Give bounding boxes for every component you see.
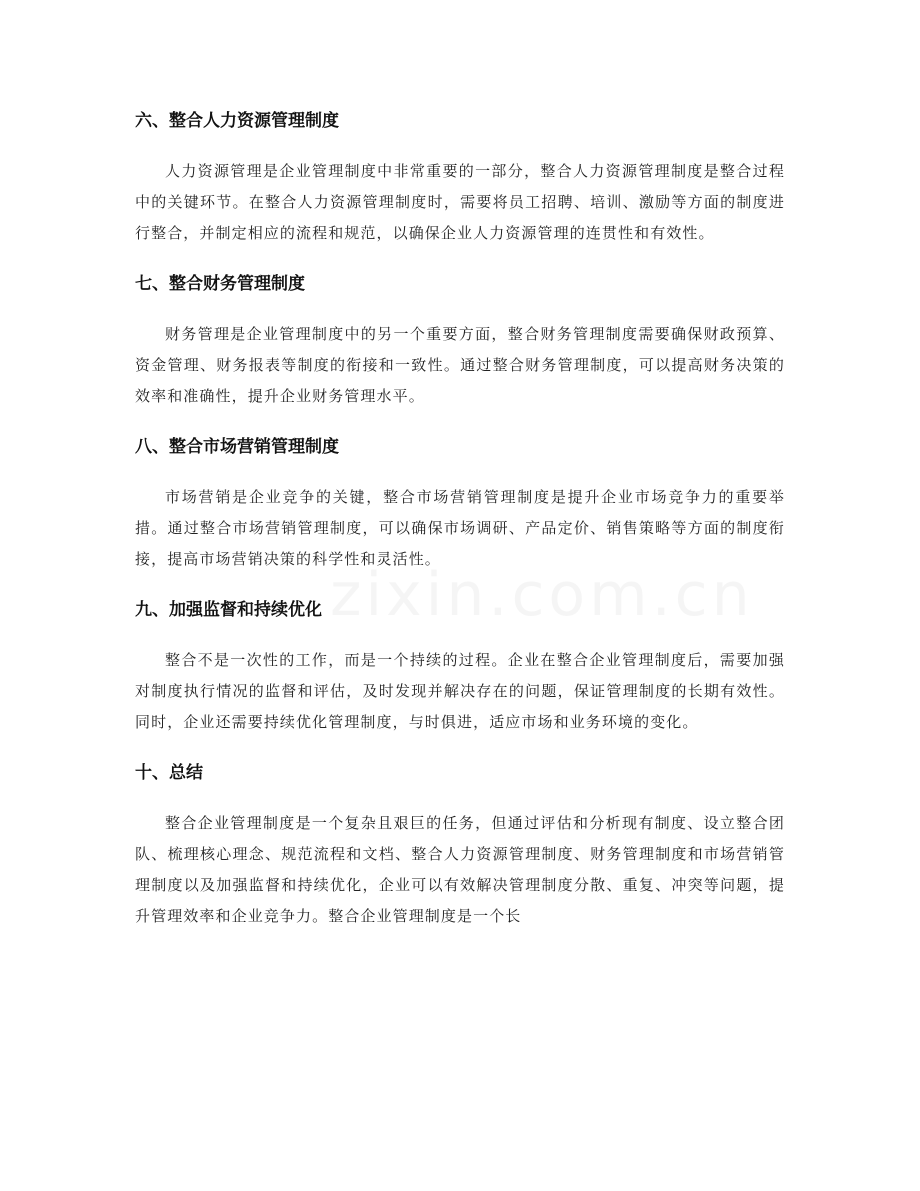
section-marketing-management bbox=[135, 430, 785, 575]
section-summary bbox=[135, 756, 785, 932]
watermark: zixin.com.cn bbox=[330, 560, 754, 630]
section-heading: 六、整合人力资源管理制度 bbox=[135, 111, 339, 131]
section-paragraph: 整合企业管理制度是一个复杂且艰巨的任务，但通过评估和分析现有制度、设立整合团队、梳理核心理念、规范流程和文档、整合人力资源管理制度、财务管理制度和市场营销管理制度以及加强监督和持续优化，企业可以有效解决管理制度分散、重复、冲突等问题，提升管理效率和企业竞争力。整合企业管理制度是一个长 bbox=[135, 814, 785, 925]
section-paragraph: 人力资源管理是企业管理制度中非常重要的一部分，整合人力资源管理制度是整合过程中的关键环节。在整合人力资源管理制度时，需要将员工招聘、培训、激励等方面的制度进行整合，并制定相应的流程和规范，以确保企业人力资源管理的连贯性和有效性。 bbox=[135, 162, 785, 242]
section-paragraph: 市场营销是企业竞争的关键，整合市场营销管理制度是提升企业市场竞争力的重要举措。通过整合市场营销管理制度，可以确保市场调研、产品定价、销售策略等方面的制度衔接，提高市场营销决策的科学性和灵活性。 bbox=[135, 488, 785, 568]
section-finance-management bbox=[135, 267, 785, 412]
section-hr-management bbox=[135, 104, 785, 249]
section-paragraph: 财务管理是企业管理制度中的另一个重要方面，整合财务管理制度需要确保财政预算、资金管理、财务报表等制度的衔接和一致性。通过整合财务管理制度，可以提高财务决策的效率和准确性，提升企业财务管理水平。 bbox=[135, 325, 785, 405]
document-content bbox=[135, 104, 785, 950]
section-heading: 九、加强监督和持续优化 bbox=[135, 600, 322, 620]
section-heading: 十、总结 bbox=[135, 763, 203, 783]
section-supervision-optimization bbox=[135, 593, 785, 738]
section-heading: 七、整合财务管理制度 bbox=[135, 274, 305, 294]
section-paragraph: 整合不是一次性的工作，而是一个持续的过程。企业在整合企业管理制度后，需要加强对制度执行情况的监督和评估，及时发现并解决存在的问题，保证管理制度的长期有效性。同时，企业还需要持续优化管理制度，与时俱进，适应市场和业务环境的变化。 bbox=[135, 651, 785, 731]
section-heading: 八、整合市场营销管理制度 bbox=[135, 437, 339, 457]
